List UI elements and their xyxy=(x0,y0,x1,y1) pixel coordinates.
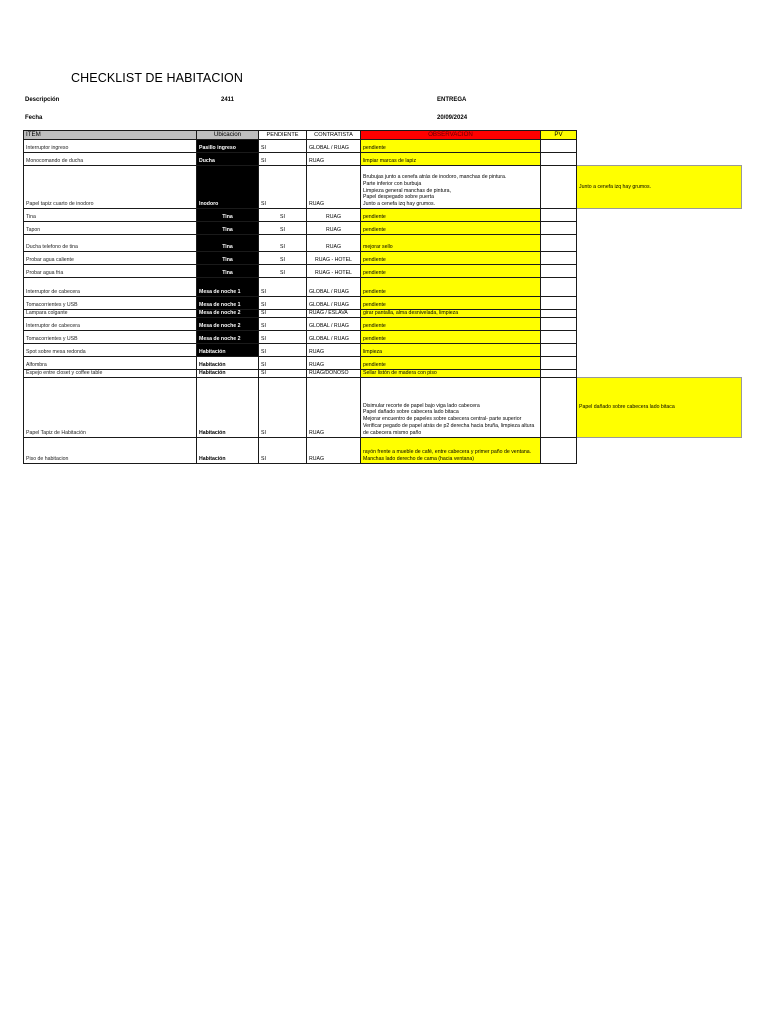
observacion-line: Brubujas junto a cenefa atrás de inodoro, manchas de pintura. xyxy=(363,174,507,181)
note-cell xyxy=(577,235,742,252)
header-observacion: OBSERVACION xyxy=(361,131,541,140)
note-cell xyxy=(577,140,742,153)
item-cell: Monocomando de ducha xyxy=(24,153,197,166)
pendiente-cell: SI xyxy=(259,140,307,153)
pendiente-cell: SI xyxy=(259,265,307,278)
observacion-cell xyxy=(361,377,541,437)
note-cell xyxy=(577,369,742,377)
table-row xyxy=(24,265,742,278)
pendiente-cell: SI xyxy=(259,278,307,297)
ubicacion-cell: Tina xyxy=(197,222,259,235)
observacion-line: pendiente xyxy=(363,214,386,221)
observacion-line: pendiente xyxy=(363,145,386,152)
observacion-cell xyxy=(361,235,541,252)
observacion-cell xyxy=(361,252,541,265)
ubicacion-cell: Habitación xyxy=(197,343,259,356)
table-row xyxy=(24,297,742,310)
table-row xyxy=(24,153,742,166)
observacion-cell xyxy=(361,222,541,235)
observacion-line: Papel dañado sobre cabecera lado bitaca xyxy=(363,409,459,416)
pendiente-cell: SI xyxy=(259,437,307,463)
table-row xyxy=(24,343,742,356)
observacion-cell xyxy=(361,310,541,318)
pv-cell xyxy=(541,369,577,377)
ubicacion-cell: Mesa de noche 2 xyxy=(197,317,259,330)
observacion-line: Sellar listón de madera con piso xyxy=(363,369,437,376)
item-cell: Interruptor ingreso xyxy=(24,140,197,153)
pv-cell xyxy=(541,265,577,278)
pendiente-cell: SI xyxy=(259,297,307,310)
note-cell xyxy=(577,153,742,166)
pendiente-cell: SI xyxy=(259,330,307,343)
pendiente-cell: SI xyxy=(259,377,307,437)
observacion-cell xyxy=(361,356,541,369)
observacion-cell xyxy=(361,209,541,222)
table-row xyxy=(24,235,742,252)
note-cell xyxy=(577,330,742,343)
item-cell: Piso de habitacion xyxy=(24,437,197,463)
note-cell xyxy=(577,278,742,297)
pv-cell xyxy=(541,166,577,209)
fecha-label: Fecha xyxy=(25,115,43,121)
contratista-cell: RUAG xyxy=(307,437,361,463)
pendiente-cell: SI xyxy=(259,252,307,265)
pv-cell xyxy=(541,222,577,235)
ubicacion-cell: Habitación xyxy=(197,369,259,377)
item-cell: Spot sobre mesa redonda xyxy=(24,343,197,356)
page-title: CHECKLIST DE HABITACION xyxy=(71,71,244,85)
header-pv: PV xyxy=(541,131,577,140)
entrega-label: ENTREGA xyxy=(437,97,467,103)
ubicacion-cell: Tina xyxy=(197,252,259,265)
pendiente-cell: SI xyxy=(259,310,307,318)
observacion-cell xyxy=(361,153,541,166)
observacion-cell xyxy=(361,278,541,297)
note-cell xyxy=(577,317,742,330)
contratista-cell: RUAG xyxy=(307,153,361,166)
observacion-line: pendiente xyxy=(363,289,386,296)
observacion-cell xyxy=(361,437,541,463)
observacion-line: Verificar pegado de papel atrás de p2 derecha hacia bruña, limpieza altura de cabecera mismo paño xyxy=(363,423,535,436)
observacion-line: pendiente xyxy=(363,336,386,342)
table-row xyxy=(24,209,742,222)
contratista-cell: GLOBAL / RUAG xyxy=(307,317,361,330)
contratista-cell: RUAG - HOTEL xyxy=(307,265,361,278)
item-cell: Papel Tapiz de Habitación xyxy=(24,377,197,437)
pv-cell xyxy=(541,437,577,463)
descripcion-value: 2411 xyxy=(221,97,235,103)
note-cell xyxy=(577,222,742,235)
table-row xyxy=(24,317,742,330)
contratista-cell: GLOBAL / RUAG xyxy=(307,330,361,343)
table-row xyxy=(24,222,742,235)
table-row xyxy=(24,278,742,297)
ubicacion-cell: Pasillo ingreso xyxy=(197,140,259,153)
note-cell xyxy=(577,310,742,318)
ubicacion-cell: Mesa de noche 2 xyxy=(197,330,259,343)
observacion-line: limpieza xyxy=(363,349,383,355)
checklist-table xyxy=(23,130,742,464)
observacion-line: pendiente xyxy=(363,257,386,264)
contratista-cell: RUAG / ESLAVA xyxy=(307,310,361,318)
header-contratista: CONTRATISTA xyxy=(307,131,361,140)
pv-cell xyxy=(541,235,577,252)
observacion-line: girar pantalla, alma desnivelada, limpieza xyxy=(363,310,459,316)
pv-cell xyxy=(541,343,577,356)
contratista-cell: RUAG - HOTEL xyxy=(307,252,361,265)
note-cell: Junto a cenefa izq hay grumos. xyxy=(577,166,742,209)
item-cell: Espejo entre closet y coffee table xyxy=(24,369,197,377)
pv-cell xyxy=(541,140,577,153)
table-row xyxy=(24,310,742,318)
descripcion-label: Descripción xyxy=(25,97,60,103)
item-cell: Probar agua caliente xyxy=(24,252,197,265)
note-cell xyxy=(577,297,742,310)
item-cell: Probar agua fria xyxy=(24,265,197,278)
pv-cell xyxy=(541,278,577,297)
table-row xyxy=(24,369,742,377)
ubicacion-cell: Habitación xyxy=(197,437,259,463)
note-cell xyxy=(577,252,742,265)
item-cell: Tomacorrientes y USB xyxy=(24,297,197,310)
observacion-line: limpiar marcas de lapiz xyxy=(363,158,417,165)
pendiente-cell: SI xyxy=(259,356,307,369)
note-cell xyxy=(577,437,742,463)
pendiente-cell: SI xyxy=(259,343,307,356)
observacion-line: pendiente xyxy=(363,302,386,309)
ubicacion-cell: Ducha xyxy=(197,153,259,166)
observacion-line: Disimular recorte de papel bajo viga lado cabecera xyxy=(363,402,480,409)
pv-cell xyxy=(541,297,577,310)
ubicacion-cell: Mesa de noche 1 xyxy=(197,297,259,310)
observacion-line: Parte inferior con burbuja xyxy=(363,180,422,187)
pv-cell xyxy=(541,377,577,437)
pendiente-cell: SI xyxy=(259,166,307,209)
item-cell: Papel tapiz cuarto de inodoro xyxy=(24,166,197,209)
contratista-cell: GLOBAL / RUAG xyxy=(307,140,361,153)
contratista-cell: RUAG xyxy=(307,343,361,356)
observacion-line: pendiente xyxy=(363,362,386,368)
observacion-cell xyxy=(361,317,541,330)
observacion-line: rayón frente a mueble de café, entre cabecera y primer paño de ventana. xyxy=(363,449,532,455)
observacion-line: Limpieza general manchas de pintura, xyxy=(363,187,451,194)
pendiente-cell: SI xyxy=(259,235,307,252)
table-row xyxy=(24,330,742,343)
observacion-cell xyxy=(361,140,541,153)
table-row xyxy=(24,356,742,369)
pv-cell xyxy=(541,252,577,265)
pendiente-cell: SI xyxy=(259,222,307,235)
table-row xyxy=(24,377,742,437)
item-cell: Tomacorrientes y USB xyxy=(24,330,197,343)
note-cell xyxy=(577,265,742,278)
table-row xyxy=(24,140,742,153)
observacion-cell xyxy=(361,297,541,310)
pv-cell xyxy=(541,153,577,166)
ubicacion-cell: Inodoro xyxy=(197,166,259,209)
observacion-line: pendiente xyxy=(363,323,386,329)
item-cell: Alfombra xyxy=(24,356,197,369)
contratista-cell: RUAG xyxy=(307,356,361,369)
ubicacion-cell: Tina xyxy=(197,235,259,252)
header-ubicacion: Ubicacion xyxy=(197,131,259,140)
note-cell xyxy=(577,209,742,222)
contratista-cell: RUAG xyxy=(307,222,361,235)
observacion-cell xyxy=(361,330,541,343)
contratista-cell: RUAG/DONOSO xyxy=(307,369,361,377)
observacion-cell xyxy=(361,343,541,356)
ubicacion-cell: Habitación xyxy=(197,377,259,437)
observacion-cell xyxy=(361,265,541,278)
pv-cell xyxy=(541,356,577,369)
fecha-value: 20/09/2024 xyxy=(437,115,468,121)
header-spacer xyxy=(577,131,742,140)
ubicacion-cell: Tina xyxy=(197,265,259,278)
pv-cell xyxy=(541,330,577,343)
contratista-cell: GLOBAL / RUAG xyxy=(307,297,361,310)
pv-cell xyxy=(541,310,577,318)
header-item: ITEM xyxy=(24,131,197,140)
ubicacion-cell: Mesa de noche 2 xyxy=(197,310,259,318)
pv-cell xyxy=(541,317,577,330)
table-row xyxy=(24,252,742,265)
pendiente-cell: SI xyxy=(259,153,307,166)
contratista-cell: GLOBAL / RUAG xyxy=(307,278,361,297)
contratista-cell: RUAG xyxy=(307,166,361,209)
pendiente-cell: SI xyxy=(259,209,307,222)
observacion-line: Papel despegado sobre puerta xyxy=(363,194,434,201)
ubicacion-cell: Mesa de noche 1 xyxy=(197,278,259,297)
observacion-cell xyxy=(361,369,541,377)
observacion-line: Junto a cenefa izq hay grumos. xyxy=(363,201,436,208)
observacion-line: pendiente xyxy=(363,270,386,277)
observacion-line: mejorar sello xyxy=(363,244,393,251)
table-row xyxy=(24,166,742,209)
contratista-cell: RUAG xyxy=(307,209,361,222)
observacion-cell xyxy=(361,166,541,209)
observacion-line: Mejorar encuentro de papeles sobre cabecera central- parte superior xyxy=(363,416,522,423)
pendiente-cell: SI xyxy=(259,369,307,377)
note-cell xyxy=(577,356,742,369)
header-pendiente: PENDIENTE xyxy=(259,131,307,140)
item-cell: Interruptor de cabecera xyxy=(24,317,197,330)
table-row xyxy=(24,437,742,463)
note-cell xyxy=(577,343,742,356)
table-header-row xyxy=(24,131,742,140)
item-cell: Lampara colgante xyxy=(24,310,197,318)
item-cell: Tapon xyxy=(24,222,197,235)
item-cell: Tina xyxy=(24,209,197,222)
ubicacion-cell: Habitación xyxy=(197,356,259,369)
pv-cell xyxy=(541,209,577,222)
pendiente-cell: SI xyxy=(259,317,307,330)
item-cell: Ducha telefono de tina xyxy=(24,235,197,252)
observacion-line: pendiente xyxy=(363,227,386,234)
contratista-cell: RUAG xyxy=(307,235,361,252)
note-cell: Papel dañado sobre cabecera lado bitaca xyxy=(577,377,742,437)
contratista-cell: RUAG xyxy=(307,377,361,437)
ubicacion-cell: Tina xyxy=(197,209,259,222)
item-cell: Interruptor de cabecera xyxy=(24,278,197,297)
observacion-line: Manchas lado derecho de cama (hacia ventana) xyxy=(363,455,475,462)
